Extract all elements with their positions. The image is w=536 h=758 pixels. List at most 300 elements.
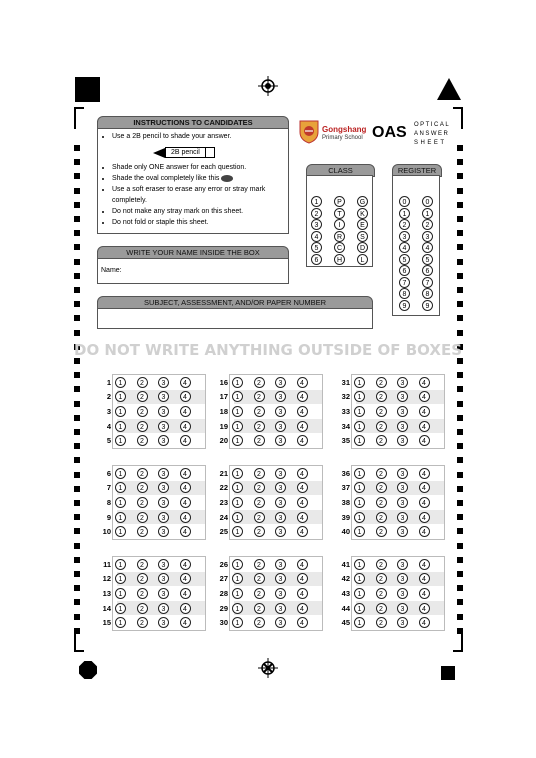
class-bubble[interactable]: P xyxy=(334,196,345,207)
timing-mark xyxy=(74,401,80,407)
answer-bubble[interactable]: 3 xyxy=(158,573,169,584)
answer-bubble[interactable]: 3 xyxy=(397,573,408,584)
answer-bubble[interactable]: 2 xyxy=(254,588,265,599)
answer-bubble[interactable]: 4 xyxy=(419,468,430,479)
answer-bubble[interactable]: 4 xyxy=(297,603,308,614)
timing-mark xyxy=(74,330,80,336)
answer-bubble[interactable]: 2 xyxy=(376,497,387,508)
question-block xyxy=(102,556,206,631)
answer-bubble[interactable]: 3 xyxy=(158,617,169,628)
answer-bubble[interactable]: 1 xyxy=(115,391,126,402)
answer-bubble[interactable]: 4 xyxy=(419,588,430,599)
timing-mark xyxy=(457,628,463,634)
answer-bubble[interactable]: 4 xyxy=(297,377,308,388)
answer-bubble[interactable]: 4 xyxy=(180,526,191,537)
register-bubble[interactable]: 9 xyxy=(422,300,433,311)
answer-bubble[interactable]: 3 xyxy=(158,406,169,417)
answer-bubble[interactable]: 3 xyxy=(158,377,169,388)
answer-bubble[interactable]: 4 xyxy=(180,588,191,599)
question-row xyxy=(106,495,205,510)
answer-bubble[interactable]: 2 xyxy=(254,526,265,537)
question-row xyxy=(219,586,322,601)
answer-bubble[interactable]: 4 xyxy=(419,391,430,402)
register-bubble[interactable]: 4 xyxy=(422,242,433,253)
class-option-row xyxy=(307,242,372,254)
answer-bubble[interactable]: 3 xyxy=(275,512,286,523)
answer-bubble[interactable]: 4 xyxy=(419,512,430,523)
answer-bubble[interactable]: 4 xyxy=(419,526,430,537)
answer-bubble[interactable]: 2 xyxy=(254,391,265,402)
answer-bubble[interactable]: 3 xyxy=(158,559,169,570)
register-bubble[interactable]: 3 xyxy=(399,231,410,242)
answer-bubble[interactable]: 4 xyxy=(419,435,430,446)
register-bubble[interactable]: 1 xyxy=(399,208,410,219)
answer-bubble[interactable]: 3 xyxy=(397,512,408,523)
answer-bubble[interactable]: 1 xyxy=(115,573,126,584)
register-bubble[interactable]: 2 xyxy=(422,219,433,230)
answer-bubble[interactable]: 2 xyxy=(137,588,148,599)
answer-bubble[interactable]: 3 xyxy=(158,421,169,432)
answer-bubble[interactable]: 2 xyxy=(376,559,387,570)
timing-mark xyxy=(457,244,463,250)
register-digit-row xyxy=(393,219,439,231)
answer-bubble[interactable]: 3 xyxy=(275,421,286,432)
answer-bubble[interactable]: 3 xyxy=(275,573,286,584)
question-number: 9 xyxy=(106,512,111,522)
answer-bubble[interactable]: 2 xyxy=(376,391,387,402)
answer-bubble[interactable]: 1 xyxy=(115,512,126,523)
answer-bubble[interactable]: 2 xyxy=(254,377,265,388)
answer-bubble[interactable]: 4 xyxy=(419,559,430,570)
register-digit-row xyxy=(393,242,439,254)
timing-mark xyxy=(457,401,463,407)
register-bubble[interactable]: 8 xyxy=(399,288,410,299)
register-bubble[interactable]: 6 xyxy=(422,265,433,276)
answer-bubble[interactable]: 1 xyxy=(232,617,243,628)
top-right-triangle-marker xyxy=(437,78,461,100)
answer-bubble[interactable]: 1 xyxy=(354,603,365,614)
answer-bubble[interactable]: 4 xyxy=(180,435,191,446)
answer-bubble[interactable]: 1 xyxy=(115,468,126,479)
class-bubble[interactable]: I xyxy=(334,219,345,230)
answer-bubble[interactable]: 2 xyxy=(376,435,387,446)
question-number: 3 xyxy=(106,406,111,416)
answer-bubble[interactable]: 3 xyxy=(275,526,286,537)
answer-bubble[interactable]: 2 xyxy=(137,603,148,614)
question-number: 38 xyxy=(341,497,350,507)
register-bubble[interactable]: 5 xyxy=(399,254,410,265)
answer-bubble[interactable]: 3 xyxy=(275,588,286,599)
question-number: 30 xyxy=(219,618,228,628)
answer-bubble[interactable]: 1 xyxy=(232,603,243,614)
timing-mark xyxy=(457,614,463,620)
school-logo xyxy=(298,120,320,144)
class-bubble[interactable]: 4 xyxy=(311,231,322,242)
answer-bubble[interactable]: 1 xyxy=(354,435,365,446)
question-block xyxy=(102,465,206,540)
answer-bubble[interactable]: 2 xyxy=(137,526,148,537)
answer-bubble[interactable]: 1 xyxy=(232,377,243,388)
answer-bubble[interactable]: 1 xyxy=(232,435,243,446)
answer-bubble[interactable]: 2 xyxy=(254,617,265,628)
answer-bubble[interactable]: 3 xyxy=(275,377,286,388)
instruction-item: • Use a 2B pencil to shade your answer. xyxy=(112,131,288,142)
register-digit-row xyxy=(393,254,439,266)
answer-bubble[interactable]: 2 xyxy=(254,559,265,570)
answer-bubble[interactable]: 3 xyxy=(158,497,169,508)
class-bubble[interactable]: C xyxy=(334,242,345,253)
answer-bubble[interactable]: 2 xyxy=(376,468,387,479)
answer-bubble[interactable]: 1 xyxy=(232,512,243,523)
answer-bubble[interactable]: 3 xyxy=(158,391,169,402)
answer-bubble[interactable]: 4 xyxy=(180,573,191,584)
name-box[interactable] xyxy=(97,258,289,284)
answer-bubble[interactable]: 2 xyxy=(376,526,387,537)
register-bubble[interactable]: 7 xyxy=(399,277,410,288)
timing-mark xyxy=(457,528,463,534)
question-row xyxy=(219,419,322,434)
question-number: 19 xyxy=(219,421,228,431)
answer-bubble[interactable]: 4 xyxy=(419,617,430,628)
answer-bubble[interactable]: 2 xyxy=(137,391,148,402)
question-number: 14 xyxy=(102,603,111,613)
answer-bubble[interactable]: 1 xyxy=(354,588,365,599)
timing-mark xyxy=(457,145,463,151)
answer-bubble[interactable]: 3 xyxy=(397,377,408,388)
class-bubble[interactable]: K xyxy=(357,208,368,219)
top-left-square-marker xyxy=(75,77,100,102)
answer-bubble[interactable]: 4 xyxy=(419,497,430,508)
timing-mark xyxy=(74,429,80,435)
answer-bubble[interactable]: 1 xyxy=(354,421,365,432)
answer-bubble[interactable]: 4 xyxy=(180,497,191,508)
timing-mark xyxy=(457,372,463,378)
register-bubble[interactable]: 4 xyxy=(399,242,410,253)
register-bubble[interactable]: 9 xyxy=(399,300,410,311)
question-row xyxy=(219,404,322,419)
answer-bubble[interactable]: 1 xyxy=(232,406,243,417)
answer-bubble[interactable]: 1 xyxy=(232,391,243,402)
class-bubble[interactable]: S xyxy=(357,231,368,242)
answer-bubble[interactable]: 3 xyxy=(158,468,169,479)
answer-bubble[interactable]: 3 xyxy=(397,391,408,402)
answer-bubble[interactable]: 1 xyxy=(354,391,365,402)
answer-bubble[interactable]: 4 xyxy=(297,588,308,599)
answer-bubble[interactable]: 1 xyxy=(115,435,126,446)
answer-bubble[interactable]: 1 xyxy=(232,559,243,570)
answer-bubble[interactable]: 3 xyxy=(397,603,408,614)
register-bubble[interactable]: 7 xyxy=(422,277,433,288)
answer-bubble[interactable]: 4 xyxy=(419,482,430,493)
answer-bubble[interactable]: 1 xyxy=(354,468,365,479)
question-number: 33 xyxy=(341,406,350,416)
answer-bubble[interactable]: 4 xyxy=(180,603,191,614)
answer-bubble[interactable]: 2 xyxy=(376,377,387,388)
answer-bubble[interactable]: 1 xyxy=(115,421,126,432)
class-title: CLASS xyxy=(306,164,375,177)
register-bubble[interactable]: 2 xyxy=(399,219,410,230)
timing-mark xyxy=(74,528,80,534)
answer-bubble[interactable]: 4 xyxy=(180,391,191,402)
answer-bubble[interactable]: 2 xyxy=(137,573,148,584)
class-bubble[interactable]: L xyxy=(357,254,368,265)
class-bubble[interactable]: T xyxy=(334,208,345,219)
class-bubble[interactable]: G xyxy=(357,196,368,207)
answer-bubble[interactable]: 4 xyxy=(297,435,308,446)
answer-bubble[interactable]: 3 xyxy=(275,406,286,417)
answer-bubble[interactable]: 2 xyxy=(137,559,148,570)
answer-bubble[interactable]: 2 xyxy=(137,435,148,446)
register-box[interactable] xyxy=(392,175,440,316)
answer-bubble[interactable]: 2 xyxy=(137,377,148,388)
question-number: 31 xyxy=(341,377,350,387)
question-row xyxy=(341,601,444,616)
answer-bubble[interactable]: 4 xyxy=(419,573,430,584)
answer-bubble[interactable]: 2 xyxy=(137,468,148,479)
timing-mark xyxy=(457,330,463,336)
answer-bubble[interactable]: 1 xyxy=(232,573,243,584)
answer-bubble[interactable]: 4 xyxy=(180,406,191,417)
answer-bubble[interactable]: 3 xyxy=(158,526,169,537)
register-bubble[interactable]: 3 xyxy=(422,231,433,242)
oas-line-3: SHEET xyxy=(414,140,447,146)
question-block xyxy=(341,465,445,540)
answer-bubble[interactable]: 3 xyxy=(158,435,169,446)
question-row xyxy=(103,557,205,572)
answer-bubble[interactable]: 1 xyxy=(354,526,365,537)
answer-bubble[interactable]: 4 xyxy=(180,512,191,523)
answer-bubble[interactable]: 4 xyxy=(297,512,308,523)
class-box[interactable] xyxy=(306,175,373,267)
answer-bubble[interactable]: 1 xyxy=(115,482,126,493)
register-bubble[interactable]: 0 xyxy=(399,196,410,207)
answer-bubble[interactable]: 4 xyxy=(297,468,308,479)
answer-bubble[interactable]: 3 xyxy=(275,603,286,614)
answer-bubble[interactable]: 1 xyxy=(115,377,126,388)
answer-bubble[interactable]: 2 xyxy=(254,497,265,508)
timing-mark xyxy=(74,599,80,605)
answer-bubble[interactable]: 2 xyxy=(137,482,148,493)
instruction-item: • Shade only ONE answer for each question. xyxy=(112,162,288,173)
answer-bubble[interactable]: 2 xyxy=(254,468,265,479)
answer-bubble[interactable]: 3 xyxy=(158,588,169,599)
answer-bubble[interactable]: 1 xyxy=(354,573,365,584)
answer-bubble[interactable]: 3 xyxy=(397,435,408,446)
answer-bubble[interactable]: 4 xyxy=(297,482,308,493)
question-block xyxy=(341,556,445,631)
question-number: 43 xyxy=(341,588,350,598)
answer-bubble[interactable]: 1 xyxy=(232,497,243,508)
question-number: 6 xyxy=(106,468,111,478)
answer-bubble[interactable]: 1 xyxy=(232,468,243,479)
answer-bubble[interactable]: 4 xyxy=(180,421,191,432)
answer-bubble[interactable]: 3 xyxy=(397,482,408,493)
answer-bubble[interactable]: 4 xyxy=(297,497,308,508)
answer-bubble[interactable]: 1 xyxy=(115,617,126,628)
answer-bubble[interactable]: 4 xyxy=(180,468,191,479)
answer-bubble[interactable]: 2 xyxy=(254,482,265,493)
class-bubble[interactable]: H xyxy=(334,254,345,265)
answer-bubble[interactable]: 3 xyxy=(275,617,286,628)
answer-bubble[interactable]: 1 xyxy=(354,617,365,628)
answer-bubble[interactable]: 3 xyxy=(397,406,408,417)
answer-bubble[interactable]: 2 xyxy=(254,512,265,523)
class-bubble[interactable]: 2 xyxy=(311,208,322,219)
answer-bubble[interactable]: 4 xyxy=(180,617,191,628)
question-number: 42 xyxy=(341,574,350,584)
timing-mark xyxy=(457,301,463,307)
answer-bubble[interactable]: 4 xyxy=(297,617,308,628)
answer-bubble[interactable]: 2 xyxy=(376,603,387,614)
answer-bubble[interactable]: 2 xyxy=(376,406,387,417)
answer-bubble[interactable]: 4 xyxy=(297,559,308,570)
class-option-row xyxy=(307,208,372,220)
question-number: 41 xyxy=(341,559,350,569)
answer-bubble[interactable]: 3 xyxy=(397,559,408,570)
answer-bubble[interactable]: 3 xyxy=(275,482,286,493)
answer-bubble[interactable]: 4 xyxy=(180,482,191,493)
answer-bubble[interactable]: 4 xyxy=(297,526,308,537)
school-name: Gongshang xyxy=(322,125,367,134)
register-bubble[interactable]: 0 xyxy=(422,196,433,207)
instruction-item: • Use a soft eraser to erase any error or stray mark completely. xyxy=(112,184,288,206)
answer-bubble[interactable]: 3 xyxy=(158,603,169,614)
answer-bubble[interactable]: 1 xyxy=(354,497,365,508)
answer-bubble[interactable]: 4 xyxy=(419,603,430,614)
answer-bubble[interactable]: 2 xyxy=(137,512,148,523)
answer-bubble[interactable]: 1 xyxy=(115,526,126,537)
top-crosshair-icon xyxy=(258,76,278,96)
answer-bubble[interactable]: 1 xyxy=(354,377,365,388)
answer-bubble[interactable]: 2 xyxy=(254,435,265,446)
timing-mark xyxy=(457,259,463,265)
timing-mark xyxy=(74,159,80,165)
answer-bubble[interactable]: 1 xyxy=(115,497,126,508)
answer-bubble[interactable]: 2 xyxy=(376,573,387,584)
timing-mark xyxy=(74,415,80,421)
question-row xyxy=(341,404,444,419)
answer-bubble[interactable]: 3 xyxy=(397,497,408,508)
subject-box[interactable] xyxy=(97,308,373,329)
answer-bubble[interactable]: 1 xyxy=(232,421,243,432)
answer-bubble[interactable]: 3 xyxy=(158,482,169,493)
question-row xyxy=(106,419,205,434)
class-bubble[interactable]: E xyxy=(357,219,368,230)
answer-bubble[interactable]: 1 xyxy=(232,588,243,599)
question-row xyxy=(341,466,444,481)
question-number: 25 xyxy=(219,527,228,537)
register-bubble[interactable]: 1 xyxy=(422,208,433,219)
answer-bubble[interactable]: 2 xyxy=(254,603,265,614)
answer-bubble[interactable]: 4 xyxy=(297,391,308,402)
timing-mark xyxy=(457,514,463,520)
answer-bubble[interactable]: 2 xyxy=(137,497,148,508)
answer-bubble[interactable]: 1 xyxy=(115,406,126,417)
question-row xyxy=(102,601,205,616)
answer-bubble[interactable]: 3 xyxy=(397,468,408,479)
pencil-label: 2B pencil xyxy=(165,147,206,158)
timing-mark xyxy=(74,145,80,151)
timing-mark xyxy=(457,599,463,605)
answer-bubble[interactable]: 2 xyxy=(376,482,387,493)
answer-bubble[interactable]: 4 xyxy=(297,421,308,432)
answer-bubble[interactable]: 4 xyxy=(297,573,308,584)
answer-bubble[interactable]: 2 xyxy=(376,512,387,523)
answer-bubble[interactable]: 1 xyxy=(354,406,365,417)
answer-bubble[interactable]: 1 xyxy=(115,559,126,570)
filled-oval-example xyxy=(221,175,233,182)
answer-bubble[interactable]: 2 xyxy=(254,421,265,432)
timing-mark xyxy=(457,585,463,591)
answer-bubble[interactable]: 3 xyxy=(275,497,286,508)
question-number: 1 xyxy=(106,377,111,387)
register-digit-row xyxy=(393,300,439,312)
answer-bubble[interactable]: 2 xyxy=(137,421,148,432)
answer-bubble[interactable]: 2 xyxy=(254,406,265,417)
frame-corner-top-right xyxy=(453,107,463,129)
class-bubble[interactable]: 3 xyxy=(311,219,322,230)
question-number: 5 xyxy=(106,436,111,446)
answer-bubble[interactable]: 4 xyxy=(419,406,430,417)
answer-bubble[interactable]: 2 xyxy=(376,617,387,628)
answer-bubble[interactable]: 2 xyxy=(376,421,387,432)
question-number: 12 xyxy=(102,574,111,584)
register-bubble[interactable]: 5 xyxy=(422,254,433,265)
answer-bubble[interactable]: 4 xyxy=(419,377,430,388)
answer-bubble[interactable]: 2 xyxy=(376,588,387,599)
answer-bubble[interactable]: 3 xyxy=(275,468,286,479)
answer-bubble[interactable]: 2 xyxy=(137,406,148,417)
answer-bubble[interactable]: 3 xyxy=(275,559,286,570)
answer-bubble[interactable]: 4 xyxy=(297,406,308,417)
timing-mark xyxy=(74,486,80,492)
timing-mark xyxy=(74,514,80,520)
class-bubble[interactable]: R xyxy=(334,231,345,242)
class-bubble[interactable]: 6 xyxy=(311,254,322,265)
answer-bubble[interactable]: 4 xyxy=(419,421,430,432)
class-bubble[interactable]: 1 xyxy=(311,196,322,207)
answer-bubble[interactable]: 1 xyxy=(115,588,126,599)
answer-bubble[interactable]: 2 xyxy=(254,573,265,584)
answer-bubble[interactable]: 1 xyxy=(354,512,365,523)
question-row xyxy=(341,572,444,587)
answer-bubble[interactable]: 3 xyxy=(275,435,286,446)
answer-bubble[interactable]: 1 xyxy=(115,603,126,614)
answer-bubble[interactable]: 3 xyxy=(275,391,286,402)
answer-bubble[interactable]: 3 xyxy=(158,512,169,523)
answer-bubble[interactable]: 4 xyxy=(180,377,191,388)
class-bubble[interactable]: D xyxy=(357,242,368,253)
timing-mark xyxy=(457,429,463,435)
register-bubble[interactable]: 8 xyxy=(422,288,433,299)
answer-bubble[interactable]: 2 xyxy=(137,617,148,628)
answer-bubble[interactable]: 1 xyxy=(232,482,243,493)
name-box-title: WRITE YOUR NAME INSIDE THE BOX xyxy=(97,246,289,259)
answer-bubble[interactable]: 1 xyxy=(354,482,365,493)
answer-bubble[interactable]: 1 xyxy=(232,526,243,537)
question-number: 39 xyxy=(341,512,350,522)
question-row xyxy=(341,390,444,405)
answer-bubble[interactable]: 3 xyxy=(397,421,408,432)
answer-bubble[interactable]: 3 xyxy=(397,588,408,599)
register-bubble[interactable]: 6 xyxy=(399,265,410,276)
question-number: 7 xyxy=(106,483,111,493)
answer-bubble[interactable]: 4 xyxy=(180,559,191,570)
answer-bubble[interactable]: 3 xyxy=(397,617,408,628)
class-bubble[interactable]: 5 xyxy=(311,242,322,253)
answer-bubble[interactable]: 3 xyxy=(397,526,408,537)
answer-bubble[interactable]: 1 xyxy=(354,559,365,570)
